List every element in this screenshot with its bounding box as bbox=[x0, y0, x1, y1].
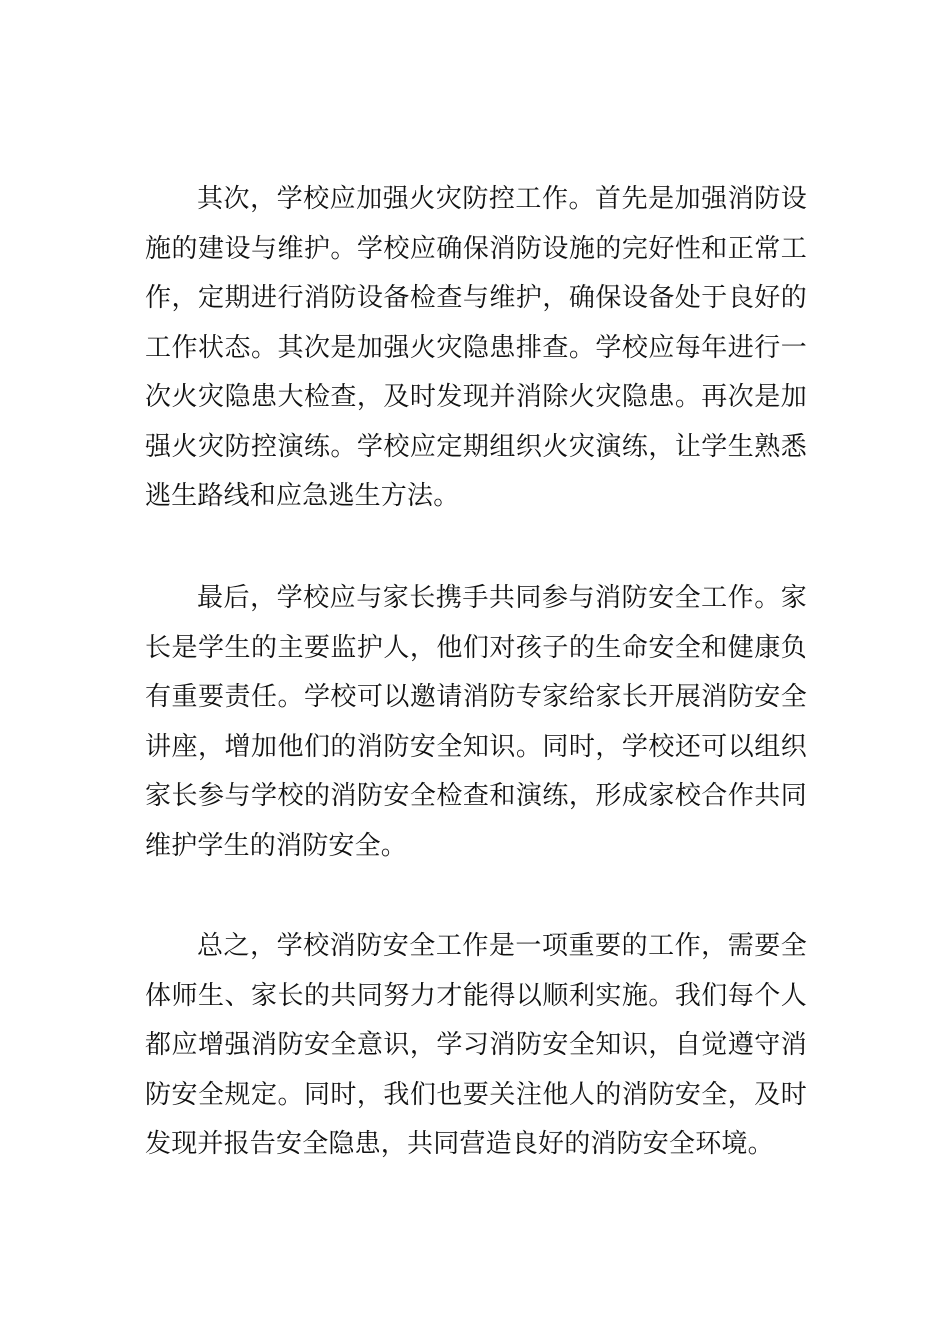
paragraph-fire-prevention: 其次，学校应加强火灾防控工作。首先是加强消防设施的建设与维护。学校应确保消防设施的完好性和正常工作，定期进行消防设备检查与维护，确保设备处于良好的工作状态。其次是加强火灾隐患排查。学校应每年进行一次火灾隐患大检查，及时发现并消除火灾隐患。再次是加强火灾防控演练。学校应定期组织火灾演练，让学生熟悉逃生路线和应急逃生方法。 bbox=[145, 184, 807, 511]
paragraph-parent-cooperation: 最后，学校应与家长携手共同参与消防安全工作。家长是学生的主要监护人，他们对孩子的生命安全和健康负有重要责任。学校可以邀请消防专家给家长开展消防安全讲座，增加他们的消防安全知识。同时，学校还可以组织家长参与学校的消防安全检查和演练，形成家校合作共同维护学生的消防安全。 bbox=[145, 583, 807, 861]
paragraph-conclusion: 总之，学校消防安全工作是一项重要的工作，需要全体师生、家长的共同努力才能得以顺利实施。我们每个人都应增强消防安全意识，学习消防安全知识，自觉遵守消防安全规定。同时，我们也要关注他人的消防安全，及时发现并报告安全隐患，共同营造良好的消防安全环境。 bbox=[145, 931, 807, 1159]
